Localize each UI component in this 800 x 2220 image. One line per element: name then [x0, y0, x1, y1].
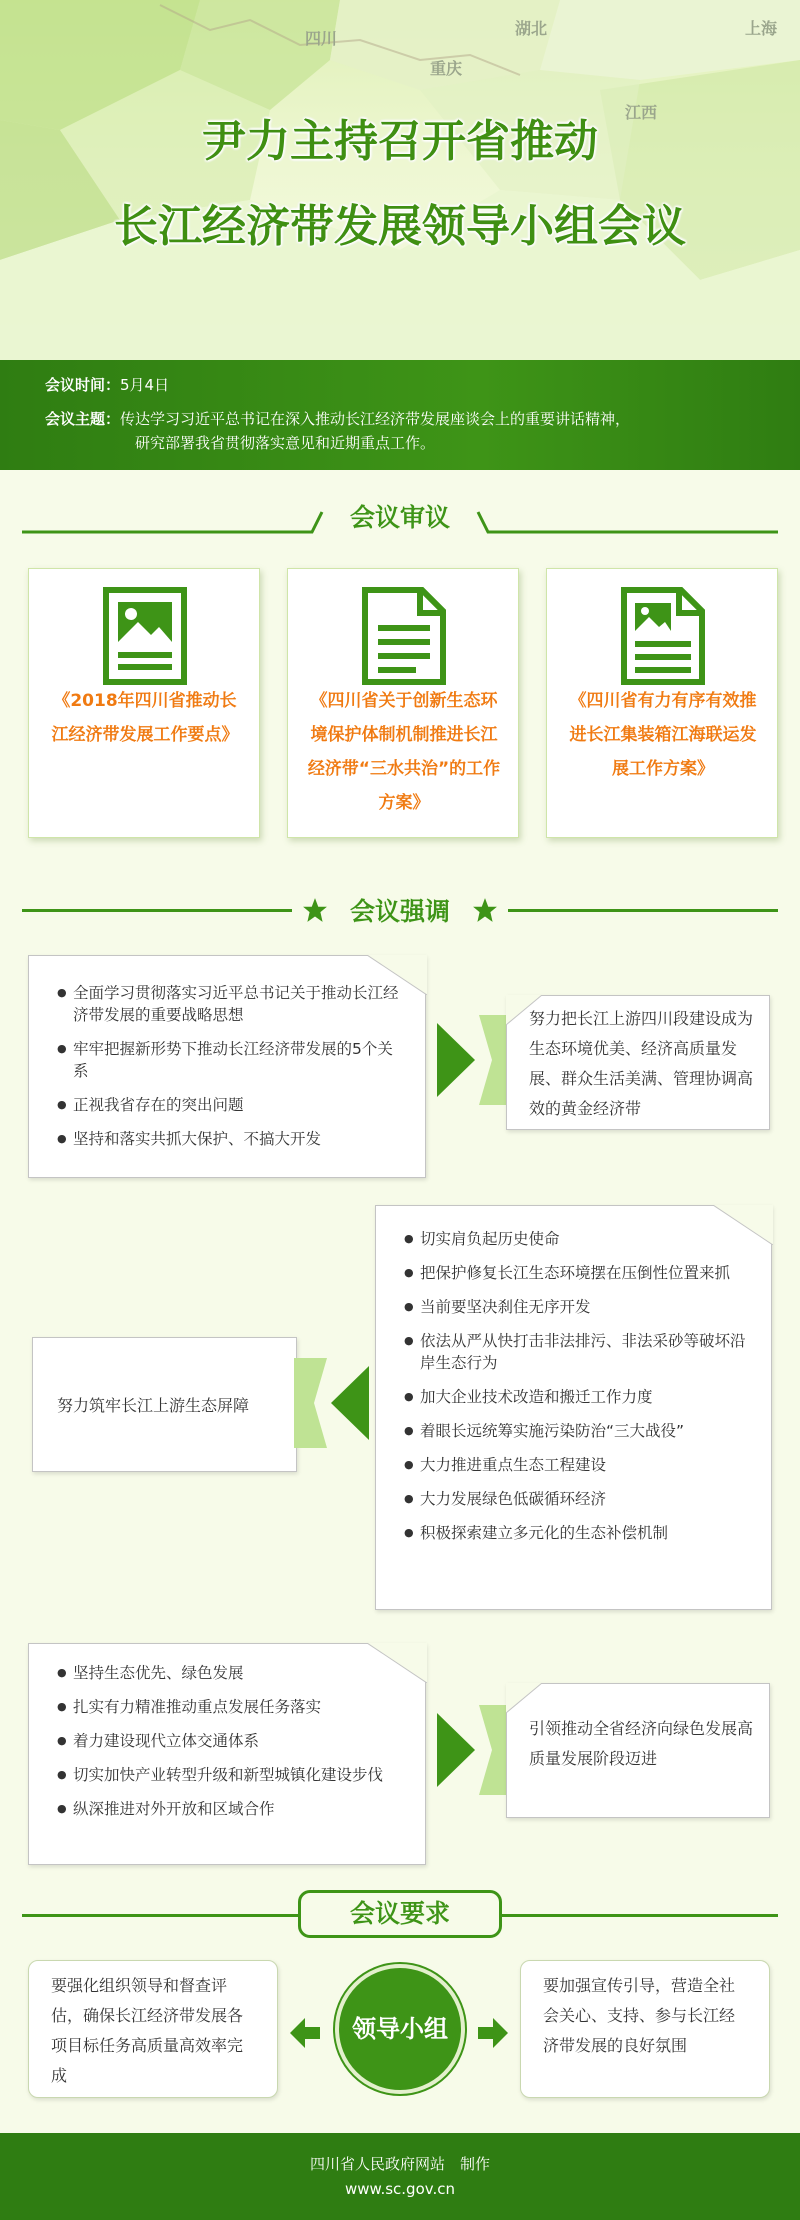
list-item: ● 积极探索建立多元化的生态补偿机制: [404, 1522, 751, 1544]
map-label-hubei: 湖北: [515, 19, 548, 38]
emphasis-section-title: 会议强调: [349, 897, 450, 926]
meeting-topic-row: [45, 407, 630, 431]
arrow-right-icon: [478, 2018, 508, 2048]
map-background: [0, 0, 800, 360]
page-title-line1: 尹力主持召开省推动: [202, 116, 598, 167]
review-document-card: [28, 568, 260, 838]
meeting-info-bar: [0, 360, 800, 470]
map-label-chongqing: 重庆: [430, 59, 463, 78]
box-fold-corner: [367, 955, 427, 995]
list-item: ● 纵深推进对外开放和区域合作: [57, 1798, 405, 1820]
review-document-title: 《四川省有力有序有效推进长江集装箱江海联运发展工作方案》: [569, 691, 757, 779]
emphasis-points-box: [375, 1205, 772, 1610]
list-item: ● 大力发展绿色低碳循环经济: [404, 1488, 751, 1510]
meeting-topic-row-2: [135, 431, 435, 455]
meeting-time-row: [45, 373, 169, 397]
box-fold-corner: [367, 1643, 427, 1683]
emphasis-summary-box: 努力把长江上游四川段建设成为生态环境优美、经济高质量发展、群众生活美满、管理协调高效的黄金经济带: [506, 995, 770, 1130]
meeting-topic-label: 会议主题：: [45, 410, 121, 428]
meeting-topic-value-line1: 传达学习习近平总书记在深入推动长江经济带发展座谈会上的重要讲话精神，: [120, 410, 631, 428]
image-document-icon: [103, 587, 187, 685]
requirement-right-box: 要加强宣传引导，营造全社会关心、支持、参与长江经济带发展的良好氛围: [520, 1960, 770, 2098]
emphasis-summary-box: 努力筑牢长江上游生态屏障: [32, 1337, 297, 1472]
list-item: ● 加大企业技术改造和搬迁工作力度: [404, 1386, 751, 1408]
review-section-header: [0, 498, 800, 548]
list-item: ● 依法从严从快打击非法排污、非法采砂等破坏沿岸生态行为: [404, 1330, 751, 1374]
requirements-section-title: 会议要求: [298, 1890, 502, 1938]
list-item: ● 牢牢把握新形势下推动长江经济带发展的5个关系: [57, 1038, 405, 1082]
review-section-title: 会议审议: [349, 503, 450, 532]
meeting-time-label: 会议时间：: [45, 376, 121, 394]
arrow-right-icon: [437, 1705, 512, 1795]
list-item: ● 坚持生态优先、绿色发展: [57, 1662, 405, 1684]
footer-url: www.sc.gov.cn: [345, 2180, 455, 2198]
list-item: ● 扎实有力精准推动重点发展任务落实: [57, 1696, 405, 1718]
arrow-left-icon: [294, 1358, 369, 1448]
meeting-time-value: 5月4日: [120, 376, 170, 394]
list-item: ● 正视我省存在的突出问题: [57, 1094, 405, 1116]
footer: [0, 2133, 800, 2220]
arrow-left-icon: [290, 2018, 320, 2048]
emphasis-section-header: [0, 885, 800, 935]
list-item: ● 切实肩负起历史使命: [404, 1228, 751, 1250]
list-item: ● 坚持和落实共抓大保护、不搞大开发: [57, 1128, 405, 1150]
arrow-right-icon: [437, 1015, 512, 1105]
review-document-title: 《四川省关于创新生态环境保护体制机制推进长江经济带“三水共治”的工作方案》: [307, 691, 501, 813]
list-item: ● 把保护修复长江生态环境摆在压倒性位置来抓: [404, 1262, 751, 1284]
requirement-left-box: 要强化组织领导和督查评估，确保长江经济带发展各项目标任务高质量高效率完成: [28, 1960, 278, 2098]
list-item: ● 着眼长远统筹实施污染防治“三大战役”: [404, 1420, 751, 1442]
map-label-shanghai: 上海: [745, 19, 778, 38]
text-document-icon: [362, 587, 446, 685]
leading-group-circle: 领导小组: [335, 1964, 465, 2094]
divider-line: [502, 1914, 778, 1917]
box-fold-corner: [713, 1205, 773, 1245]
footer-producer: 四川省人民政府网站 制作: [309, 2155, 490, 2173]
emphasis-summary-box: 引领推动全省经济向绿色发展高质量发展阶段迈进: [506, 1683, 770, 1818]
map-label-jiangxi: 江西: [625, 103, 658, 122]
box-fold-corner: [506, 1683, 542, 1713]
header-banner: [0, 0, 800, 360]
list-item: ● 当前要坚决刹住无序开发: [404, 1296, 751, 1318]
list-item: ● 着力建设现代立体交通体系: [57, 1730, 405, 1752]
review-document-card: [546, 568, 778, 838]
meeting-topic-value-line2: 研究部署我省贯彻落实意见和近期重点工作。: [135, 434, 436, 452]
review-document-card: [287, 568, 519, 838]
divider-line: [22, 1914, 298, 1917]
list-item: ● 大力推进重点生态工程建设: [404, 1454, 751, 1476]
image-text-document-icon: [621, 587, 705, 685]
map-label-sichuan: 四川: [305, 29, 338, 48]
review-document-title: 《2018年四川省推动长江经济带发展工作要点》: [51, 691, 239, 745]
list-item: ● 切实加快产业转型升级和新型城镇化建设步伐: [57, 1764, 405, 1786]
box-fold-corner: [506, 995, 542, 1025]
list-item: ● 全面学习贯彻落实习近平总书记关于推动长江经济带发展的重要战略思想: [57, 982, 405, 1026]
page-title-line2: 长江经济带发展领导小组会议: [114, 201, 686, 252]
